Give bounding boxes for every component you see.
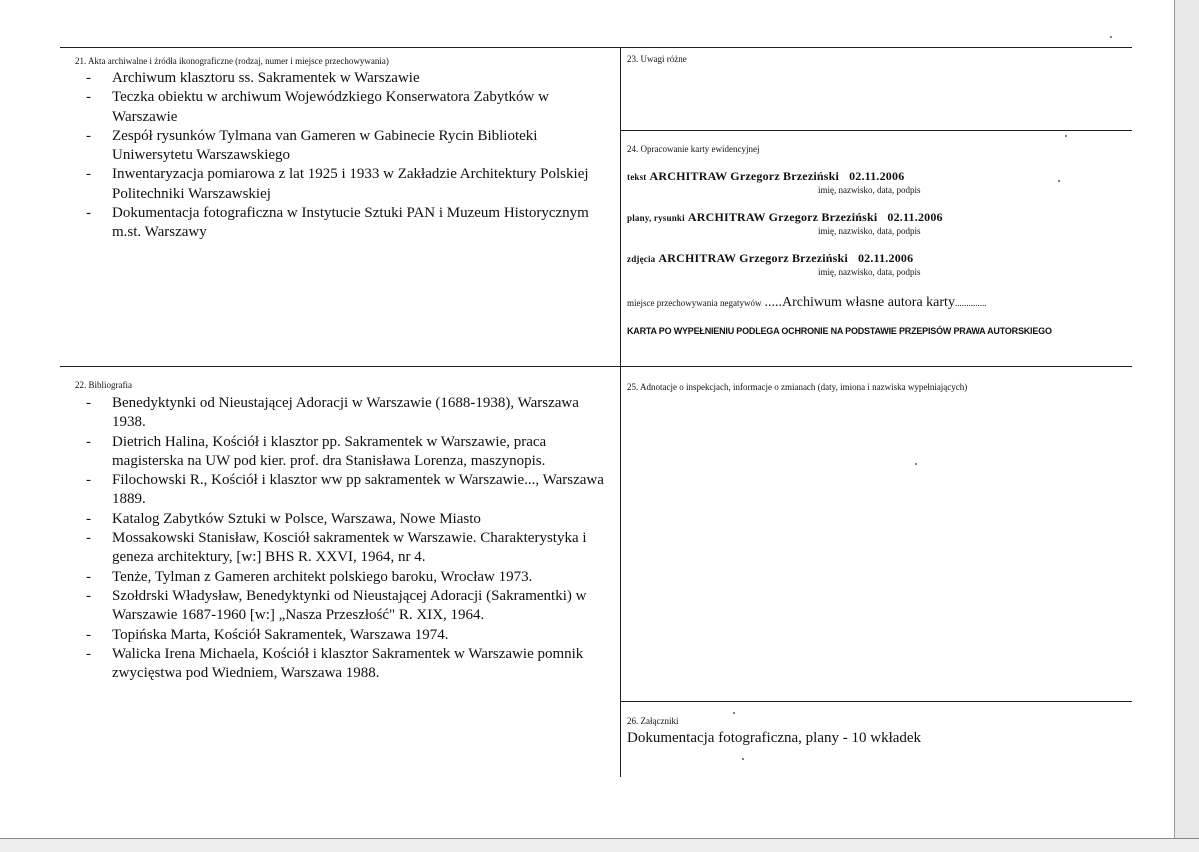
list-dash: - bbox=[86, 568, 91, 585]
list-item-text: Dokumentacja fotograficzna w Instytucie Sztuki PAN i Muzeum Historycznym m.st. Warszawy bbox=[112, 205, 589, 241]
list-item-text: Benedyktynki od Nieustającej Adoracji w Warszawie (1688-1938), Warszawa 1938. bbox=[112, 395, 579, 431]
negatives-location-row bbox=[627, 293, 986, 311]
list-dash: - bbox=[86, 433, 91, 450]
scan-edge-bottom bbox=[0, 838, 1199, 852]
section-25-title: 25. Adnotacje o inspekcjach, informacje o zmianach (daty, imiona i nazwiska wypełniających) bbox=[627, 382, 968, 392]
archival-sources-list bbox=[84, 69, 604, 243]
text-author-row bbox=[627, 169, 904, 184]
negatives-trailer: .............. bbox=[954, 298, 987, 308]
list-dash: - bbox=[86, 70, 91, 86]
list-dash: - bbox=[86, 395, 91, 411]
section-26-title: 26. Załączniki bbox=[627, 716, 679, 726]
list-item bbox=[84, 69, 604, 88]
plans-label: plany, rysunki bbox=[627, 213, 685, 223]
list-item-text: Katalog Zabytków Sztuki w Polsce, Warszawa, Nowe Miasto bbox=[112, 510, 481, 527]
middle-rule bbox=[60, 366, 1132, 367]
scan-speck bbox=[915, 463, 917, 465]
plans-author-date: 02.11.2006 bbox=[887, 210, 943, 224]
photos-author-row bbox=[627, 251, 913, 266]
list-dash: - bbox=[86, 89, 91, 106]
list-dash: - bbox=[86, 530, 91, 547]
list-item bbox=[84, 529, 604, 568]
section-21-title: 21. Akta archiwalne i źródła ikonograficzne (rodzaj, numer i miejsce przechowywania) bbox=[75, 56, 389, 66]
top-rule bbox=[60, 47, 1132, 48]
list-item bbox=[84, 510, 604, 529]
list-item-text: Mossakowski Stanisław, Kosciół sakramentek w Warszawie. Charakterystyka i geneza architektury, [w:] BHS R. XXVI, 1964, nr 4. bbox=[112, 530, 587, 566]
attachments-value: Dokumentacja fotograficzna, plany - 10 wkładek bbox=[627, 730, 922, 746]
list-item bbox=[84, 626, 604, 645]
plans-author-caption: imię, nazwisko, data, podpis bbox=[818, 226, 921, 236]
list-item-text: Szołdrski Władysław, Benedyktynki od Nieustającej Adoracji (Sakramentki) w Warszawie 1687-1960 [w:] „Nasza Przeszłość" R. XIX, 1964. bbox=[112, 587, 587, 624]
text-label: tekst bbox=[627, 172, 647, 182]
plans-author-row bbox=[627, 210, 943, 225]
photos-author-caption: imię, nazwisko, data, podpis bbox=[818, 267, 921, 277]
negatives-value: Archiwum własne autora karty bbox=[781, 295, 955, 310]
section-22-title: 22. Bibliografia bbox=[75, 380, 132, 390]
list-item bbox=[84, 127, 604, 166]
list-dash: - bbox=[86, 127, 91, 144]
plans-author-value: ARCHITRAW Grzegorz Brzeziński bbox=[687, 210, 878, 224]
list-dash: - bbox=[86, 587, 91, 604]
photos-author-value: ARCHITRAW Grzegorz Brzeziński bbox=[658, 251, 848, 265]
list-item-text: Topińska Marta, Kościół Sakramentek, Warszawa 1974. bbox=[112, 626, 449, 643]
list-item bbox=[84, 587, 604, 626]
list-item bbox=[84, 204, 604, 243]
list-dash: - bbox=[86, 166, 91, 183]
list-item-text: Archiwum klasztoru ss. Sakramentek w Warszawie bbox=[112, 70, 420, 86]
text-author-value: ARCHITRAW Grzegorz Brzeziński bbox=[649, 169, 840, 183]
list-item bbox=[84, 471, 604, 510]
list-item-text: Inwentaryzacja pomiarowa z lat 1925 i 1933 w Zakładzie Architektury Polskiej Politechniki Warszawskiej bbox=[112, 166, 589, 202]
list-dash: - bbox=[86, 645, 91, 662]
column-divider bbox=[620, 47, 621, 777]
section-24-title: 24. Opracowanie karty ewidencyjnej bbox=[627, 144, 760, 154]
list-item-text: Tenże, Tylman z Gameren architekt polskiego baroku, Wrocław 1973. bbox=[112, 568, 533, 585]
section-23-title: 23. Uwagi różne bbox=[627, 54, 687, 64]
list-dash: - bbox=[86, 510, 91, 527]
copyright-notice: KARTA PO WYPEŁNIENIU PODLEGA OCHRONIE NA PODSTAWIE PRZEPISÓW PRAWA AUTORSKIEGO bbox=[627, 326, 1052, 336]
list-item-text: Filochowski R., Kościół i klasztor ww pp sakramentek w Warszawie..., Warszawa 1889. bbox=[112, 472, 604, 508]
list-item bbox=[84, 394, 604, 433]
list-dash: - bbox=[86, 205, 91, 222]
negatives-leader: ..... bbox=[764, 295, 782, 310]
list-dash: - bbox=[86, 472, 91, 489]
list-item bbox=[84, 568, 604, 587]
list-item-text: Teczka obiektu w archiwum Wojewódzkiego Konserwatora Zabytków w Warszawie bbox=[112, 89, 549, 125]
list-dash: - bbox=[86, 626, 91, 643]
scan-speck bbox=[1110, 36, 1112, 38]
list-item bbox=[84, 88, 604, 127]
scan-edge-right bbox=[1174, 0, 1199, 851]
rule-23-24 bbox=[620, 130, 1132, 131]
scan-speck bbox=[1065, 135, 1067, 137]
text-author-date: 02.11.2006 bbox=[849, 169, 905, 183]
scan-speck bbox=[733, 712, 735, 714]
list-item-text: Zespół rysunków Tylmana van Gameren w Gabinecie Rycin Biblioteki Uniwersytetu Warszawskiego bbox=[112, 127, 538, 164]
text-author-caption: imię, nazwisko, data, podpis bbox=[818, 185, 921, 195]
negatives-label: miejsce przechowywania negatywów bbox=[627, 298, 762, 308]
photos-label: zdjęcia bbox=[627, 254, 656, 264]
scan-speck bbox=[1058, 180, 1060, 182]
list-item bbox=[84, 645, 604, 684]
scan-speck bbox=[742, 758, 744, 760]
list-item bbox=[84, 433, 604, 472]
bibliography-list bbox=[84, 394, 604, 683]
rule-25-26 bbox=[620, 701, 1132, 702]
photos-author-date: 02.11.2006 bbox=[857, 251, 914, 265]
list-item bbox=[84, 165, 604, 204]
list-item-text: Dietrich Halina, Kościół i klasztor pp. Sakramentek w Warszawie, praca magisterska na UW pod kier. prof. dra Stanisława Lorenza, maszynopis. bbox=[112, 433, 547, 469]
list-item-text: Walicka Irena Michaela, Kościół i klasztor Sakramentek w Warszawie pomnik zwycięstwa pod Wiedniem, Warszawa 1988. bbox=[112, 645, 584, 682]
